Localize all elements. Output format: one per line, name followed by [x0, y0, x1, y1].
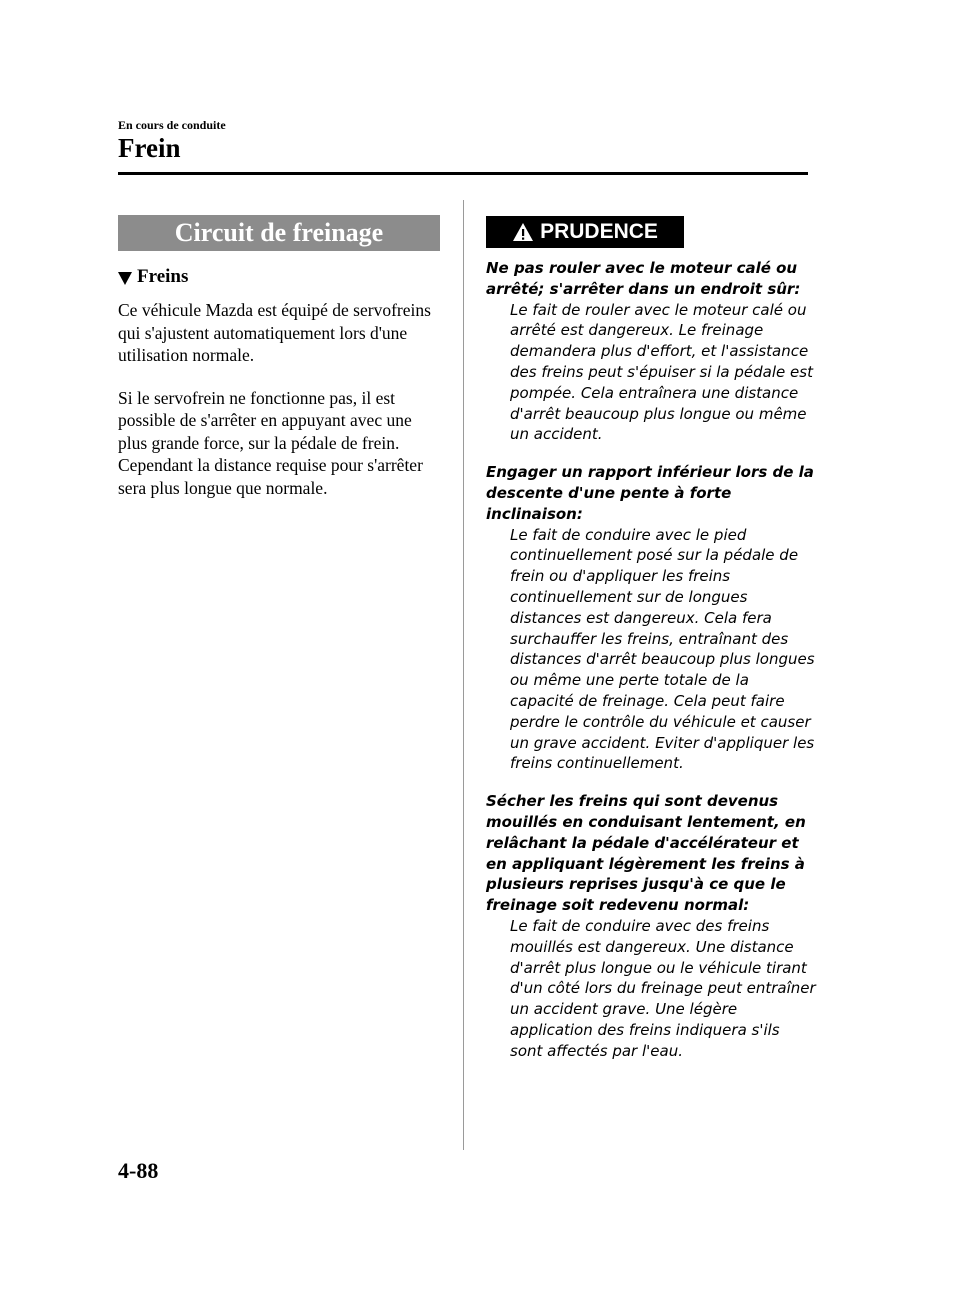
caution-heading: Engager un rapport inférieur lors de la descente d'une pente à forte inclinaison: [486, 463, 814, 523]
warning-triangle-icon [512, 222, 534, 242]
page-number: 4-88 [118, 1158, 159, 1183]
caution-label: PRUDENCE [540, 220, 658, 243]
caution-heading: Sécher les freins qui sont devenus mouillés en conduisant lentement, en relâchant la pédale d'accélérateur et en appliquant légèrement les freins à plusieurs reprises jusqu'à ce que le freinage soit redevenu normal: [486, 792, 806, 915]
caution-body: Le fait de rouler avec le moteur calé ou arrêté est dangereux. Le freinage demandera plus d'effort, et l'assistance des freins peut s'épuiser si la pédale est pompée. Cela entraînera une distance d'arrêt beaucoup plus longue ou même un accident. [510, 300, 813, 444]
caution-heading: Ne pas rouler avec le moteur calé ou arrêté; s'arrêter dans un endroit sûr: [486, 259, 801, 298]
caution-item [486, 258, 816, 445]
column-divider [463, 200, 464, 1150]
section-label: En cours de conduite [118, 118, 226, 132]
caution-item [486, 462, 816, 774]
caution-item [486, 791, 816, 1061]
section-heading: Circuit de freinage [118, 215, 440, 251]
caution-body: Le fait de conduire avec des freins mouillés est dangereux. Une distance d'arrêt plus longue ou le véhicule tirant d'un côté lors du freinage peut entraîner un accident grave. Une légère application des freins indiquera s'ils sont affectés par l'eau. [510, 916, 816, 1060]
paragraph: Ce véhicule Mazda est équipé de servofreins qui s'ajustent automatiquement lors d'une utilisation normale. [118, 300, 431, 365]
caution-body: Le fait de conduire avec le pied continuellement posé sur la pédale de frein ou d'appliquer les freins continuellement sur de longues distances est dangereux. Cela fera surchauffer les freins, entraînant des distances d'arrêt beaucoup plus longues ou même une perte totale de la capacité de freinage. Cela peut faire perdre le contrôle du véhicule et causer un grave accident. Eviter d'appliquer les freins continuellement. [510, 525, 815, 773]
caution-box [486, 216, 816, 1061]
left-column [118, 215, 440, 499]
paragraph: Si le servofrein ne fonctionne pas, il est possible de s'arrêter en appuyant avec une plus grande force, sur la pédale de frein. Cependant la distance requise pour s'arrêter sera plus longue que normale. [118, 387, 423, 498]
header-rule [118, 172, 808, 175]
caution-badge [486, 216, 684, 248]
sub-heading [118, 263, 440, 291]
triangle-down-icon [118, 272, 132, 285]
chapter-title: Frein [118, 133, 181, 163]
sub-heading-label: Freins [137, 266, 189, 287]
